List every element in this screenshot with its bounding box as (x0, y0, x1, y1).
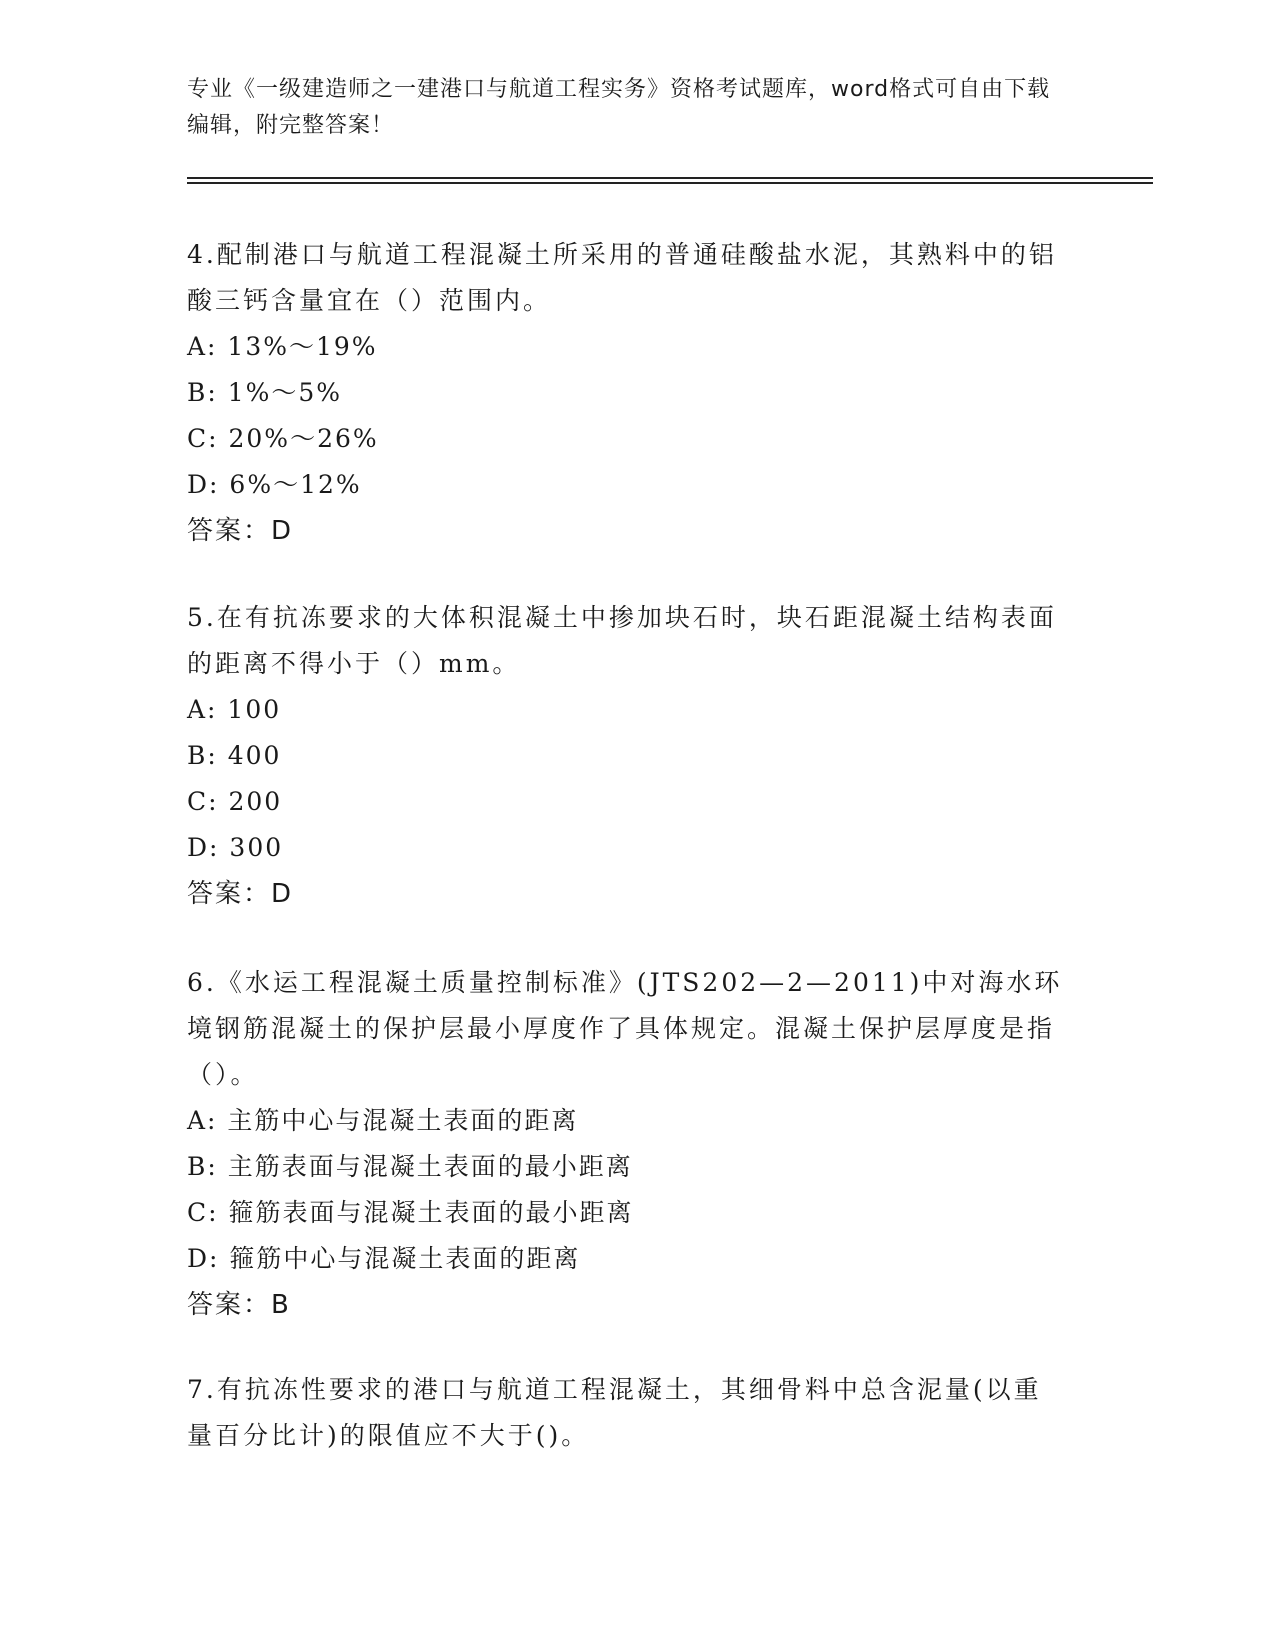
option-d: D: 箍筋中心与混凝土表面的距离 (187, 1244, 581, 1273)
option-a: A: 100 (187, 695, 282, 724)
question-4 (187, 232, 1067, 554)
answer-key: 答案：D (187, 879, 294, 909)
question-stem: 6.《水运工程混凝土质量控制标准》(JTS202—2—2011)中对海水环境钢筋混凝土的保护层最小厚度作了具体规定。混凝土保护层厚度是指（）。 (187, 968, 1063, 1089)
answer-key: 答案：D (187, 516, 294, 546)
document-header: 专业《一级建造师之一建港口与航道工程实务》资格考试题库，word格式可自由下载编辑，附完整答案！ (187, 77, 1051, 138)
question-stem: 4.配制港口与航道工程混凝土所采用的普通硅酸盐水泥，其熟料中的铝酸三钙含量宜在（）范围内。 (187, 240, 1057, 315)
option-b: B: 主筋表面与混凝土表面的最小距离 (187, 1152, 633, 1181)
question-7 (187, 1367, 1067, 1459)
option-c: C: 箍筋表面与混凝土表面的最小距离 (187, 1198, 634, 1227)
header-divider-bottom (187, 182, 1153, 184)
option-b: B: 400 (187, 741, 282, 770)
question-6 (187, 960, 1067, 1328)
option-a: A: 主筋中心与混凝土表面的距离 (187, 1106, 579, 1135)
question-stem: 5.在有抗冻要求的大体积混凝土中掺加块石时，块石距混凝土结构表面的距离不得小于（）mm。 (187, 603, 1057, 678)
option-c: C: 20%～26% (187, 424, 379, 453)
header-divider-top (187, 177, 1153, 179)
option-b: B: 1%～5% (187, 378, 343, 407)
answer-key: 答案：B (187, 1290, 291, 1320)
option-a: A: 13%～19% (187, 332, 378, 361)
option-d: D: 6%～12% (187, 470, 362, 499)
option-d: D: 300 (187, 833, 284, 862)
question-stem: 7.有抗冻性要求的港口与航道工程混凝土，其细骨料中总含泥量(以重量百分比计)的限值应不大于()。 (187, 1375, 1042, 1450)
option-c: C: 200 (187, 787, 283, 816)
question-5 (187, 595, 1067, 917)
